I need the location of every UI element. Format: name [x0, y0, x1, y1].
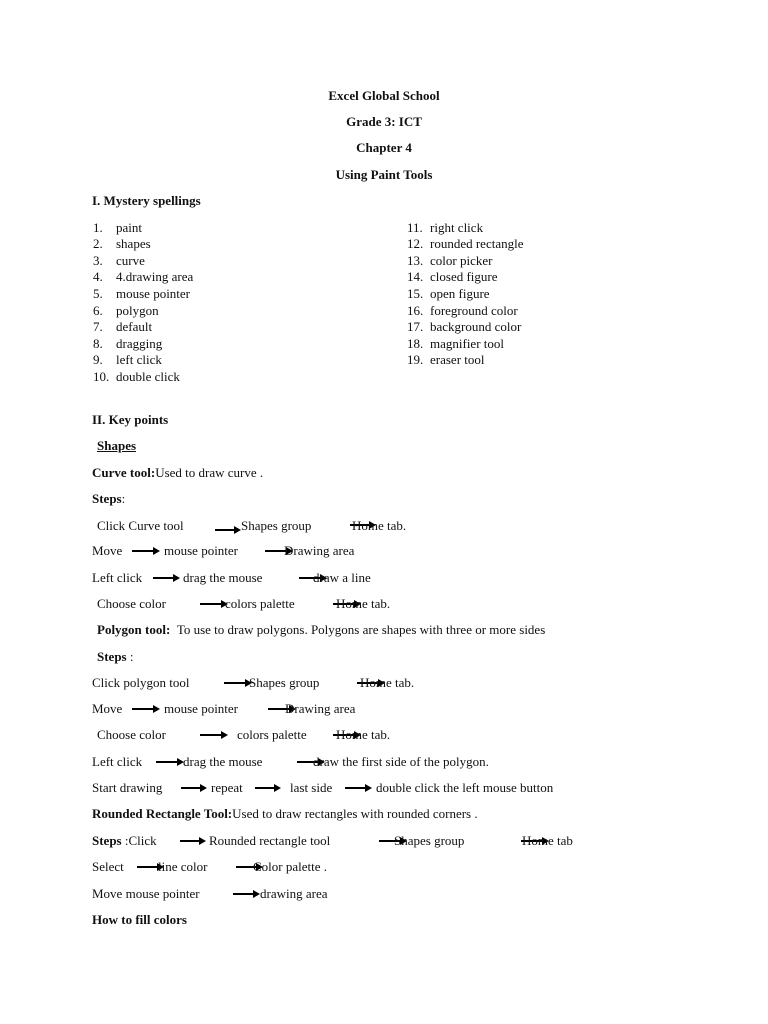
list-item-number: 15.	[407, 286, 424, 301]
step-text: drag the mouse	[183, 754, 263, 769]
list-item: curve	[116, 253, 145, 268]
step-text: Color palette .	[253, 859, 328, 874]
step-text: last side	[290, 780, 333, 795]
list-item: open figure	[430, 286, 490, 301]
polygon-tool-desc: To use to draw polygons. Polygons are shapes with three or more sides	[176, 622, 546, 637]
arrow-icon	[345, 784, 372, 792]
list-item: right click	[430, 220, 484, 235]
step-text: Rounded rectangle tool	[209, 833, 331, 848]
step-text: Move	[92, 701, 123, 716]
step-text: double click the left mouse button	[376, 780, 554, 795]
arrow-icon	[224, 679, 252, 687]
list-item-number: 6.	[93, 303, 103, 318]
arrow-icon	[153, 574, 180, 582]
step-text: draw a line	[313, 570, 371, 585]
step-text: colors palette	[225, 596, 295, 611]
arrow-icon	[181, 784, 207, 792]
arrow-icon	[200, 731, 228, 739]
step-text: drag the mouse	[183, 570, 263, 585]
step-text: repeat	[211, 780, 243, 795]
list-item-number: 8.	[93, 336, 103, 351]
step-text: drawing area	[260, 886, 328, 901]
steps-label: Steps	[97, 649, 127, 664]
steps-label: Steps	[92, 491, 122, 506]
step-text: line color	[158, 859, 208, 874]
steps-line	[97, 649, 134, 665]
step-text: colors palette	[237, 727, 307, 742]
list-item: dragging	[116, 336, 163, 351]
rounded-tool-desc: Used to draw rectangles with rounded corners .	[232, 806, 478, 821]
arrow-icon	[156, 758, 184, 766]
steps-colon: :	[126, 649, 134, 664]
step-text: Move mouse pointer	[92, 886, 200, 901]
list-item: left click	[116, 352, 162, 367]
step-text: draw the first side of the polygon.	[313, 754, 489, 769]
curve-tool-line	[92, 465, 263, 481]
steps-label: Steps	[92, 833, 122, 848]
step-text: Start drawing	[92, 780, 163, 795]
list-item-number: 13.	[407, 253, 424, 268]
step-text: Home tab.	[360, 675, 415, 690]
steps-colon: :	[121, 491, 126, 506]
arrow-icon	[200, 600, 228, 608]
step-text: mouse pointer	[164, 543, 239, 558]
shapes-heading: Shapes	[97, 438, 137, 453]
arrow-icon	[132, 705, 160, 713]
list-item: closed figure	[430, 269, 498, 284]
step-text: Home tab.	[336, 727, 391, 742]
school-name: Excel Global School	[328, 88, 440, 103]
list-item-number: 12.	[407, 236, 424, 251]
polygon-tool-label: Polygon tool:	[97, 622, 171, 637]
list-item: color picker	[430, 253, 493, 268]
step-text: Shapes group	[241, 518, 312, 533]
list-item: double click	[116, 369, 180, 384]
steps-line	[92, 491, 125, 507]
list-item-number: 11.	[407, 220, 423, 235]
list-item-number: 10.	[93, 369, 110, 384]
step-text: Move	[92, 543, 123, 558]
section-keypoints-title: II. Key points	[92, 412, 169, 427]
list-item-number: 9.	[93, 352, 103, 367]
step-text: :Click	[121, 833, 157, 848]
step-text: Choose color	[97, 596, 166, 611]
step-text: Home tab.	[336, 596, 391, 611]
list-item: default	[116, 319, 153, 334]
arrow-icon	[215, 526, 241, 534]
list-item: eraser tool	[430, 352, 485, 367]
step-text: Home tab	[522, 833, 573, 848]
step-text: Left click	[92, 570, 143, 585]
arrow-icon	[233, 890, 260, 898]
list-item: foreground color	[430, 303, 518, 318]
list-item-number: 14.	[407, 269, 424, 284]
list-item-number: 7.	[93, 319, 103, 334]
step-text: Left click	[92, 754, 143, 769]
list-item-number: 19.	[407, 352, 424, 367]
list-item-number: 17.	[407, 319, 424, 334]
list-item: background color	[430, 319, 522, 334]
list-item: 4.drawing area	[116, 269, 194, 284]
curve-tool-desc: Used to draw curve .	[155, 465, 264, 480]
step-text: Shapes group	[249, 675, 320, 690]
steps-line	[92, 833, 157, 849]
curve-tool-label: Curve tool:	[92, 465, 156, 480]
list-item-number: 3.	[93, 253, 103, 268]
step-text: Click polygon tool	[92, 675, 190, 690]
step-text: mouse pointer	[164, 701, 239, 716]
list-item-number: 2.	[93, 236, 103, 251]
step-text: Drawing area	[285, 701, 356, 716]
arrow-icon	[132, 547, 160, 555]
step-text: Select	[92, 859, 124, 874]
rounded-tool-label: Rounded Rectangle Tool:	[92, 806, 233, 821]
grade-title: Grade 3: ICT	[346, 114, 422, 129]
list-item-number: 16.	[407, 303, 424, 318]
list-item: shapes	[116, 236, 151, 251]
step-text: Choose color	[97, 727, 166, 742]
rounded-tool-line	[92, 806, 478, 822]
topic-title: Using Paint Tools	[335, 167, 433, 182]
polygon-tool-line	[97, 622, 545, 638]
list-item: mouse pointer	[116, 286, 191, 301]
list-item: paint	[116, 220, 142, 235]
fill-colors-heading: How to fill colors	[92, 912, 187, 927]
list-item-number: 18.	[407, 336, 424, 351]
list-item-number: 4.	[93, 269, 103, 284]
arrow-icon	[255, 784, 281, 792]
list-item: magnifier tool	[430, 336, 505, 351]
list-item: rounded rectangle	[430, 236, 524, 251]
step-text: Shapes group	[394, 833, 465, 848]
list-item: polygon	[116, 303, 159, 318]
step-text: Drawing area	[284, 543, 355, 558]
list-item-number: 1.	[93, 220, 103, 235]
list-item-number: 5.	[93, 286, 103, 301]
chapter-title: Chapter 4	[356, 140, 412, 155]
arrow-icon	[180, 837, 206, 845]
step-text: Home tab.	[352, 518, 407, 533]
step-text: Click Curve tool	[97, 518, 184, 533]
section-mystery-title: I. Mystery spellings	[92, 193, 201, 208]
